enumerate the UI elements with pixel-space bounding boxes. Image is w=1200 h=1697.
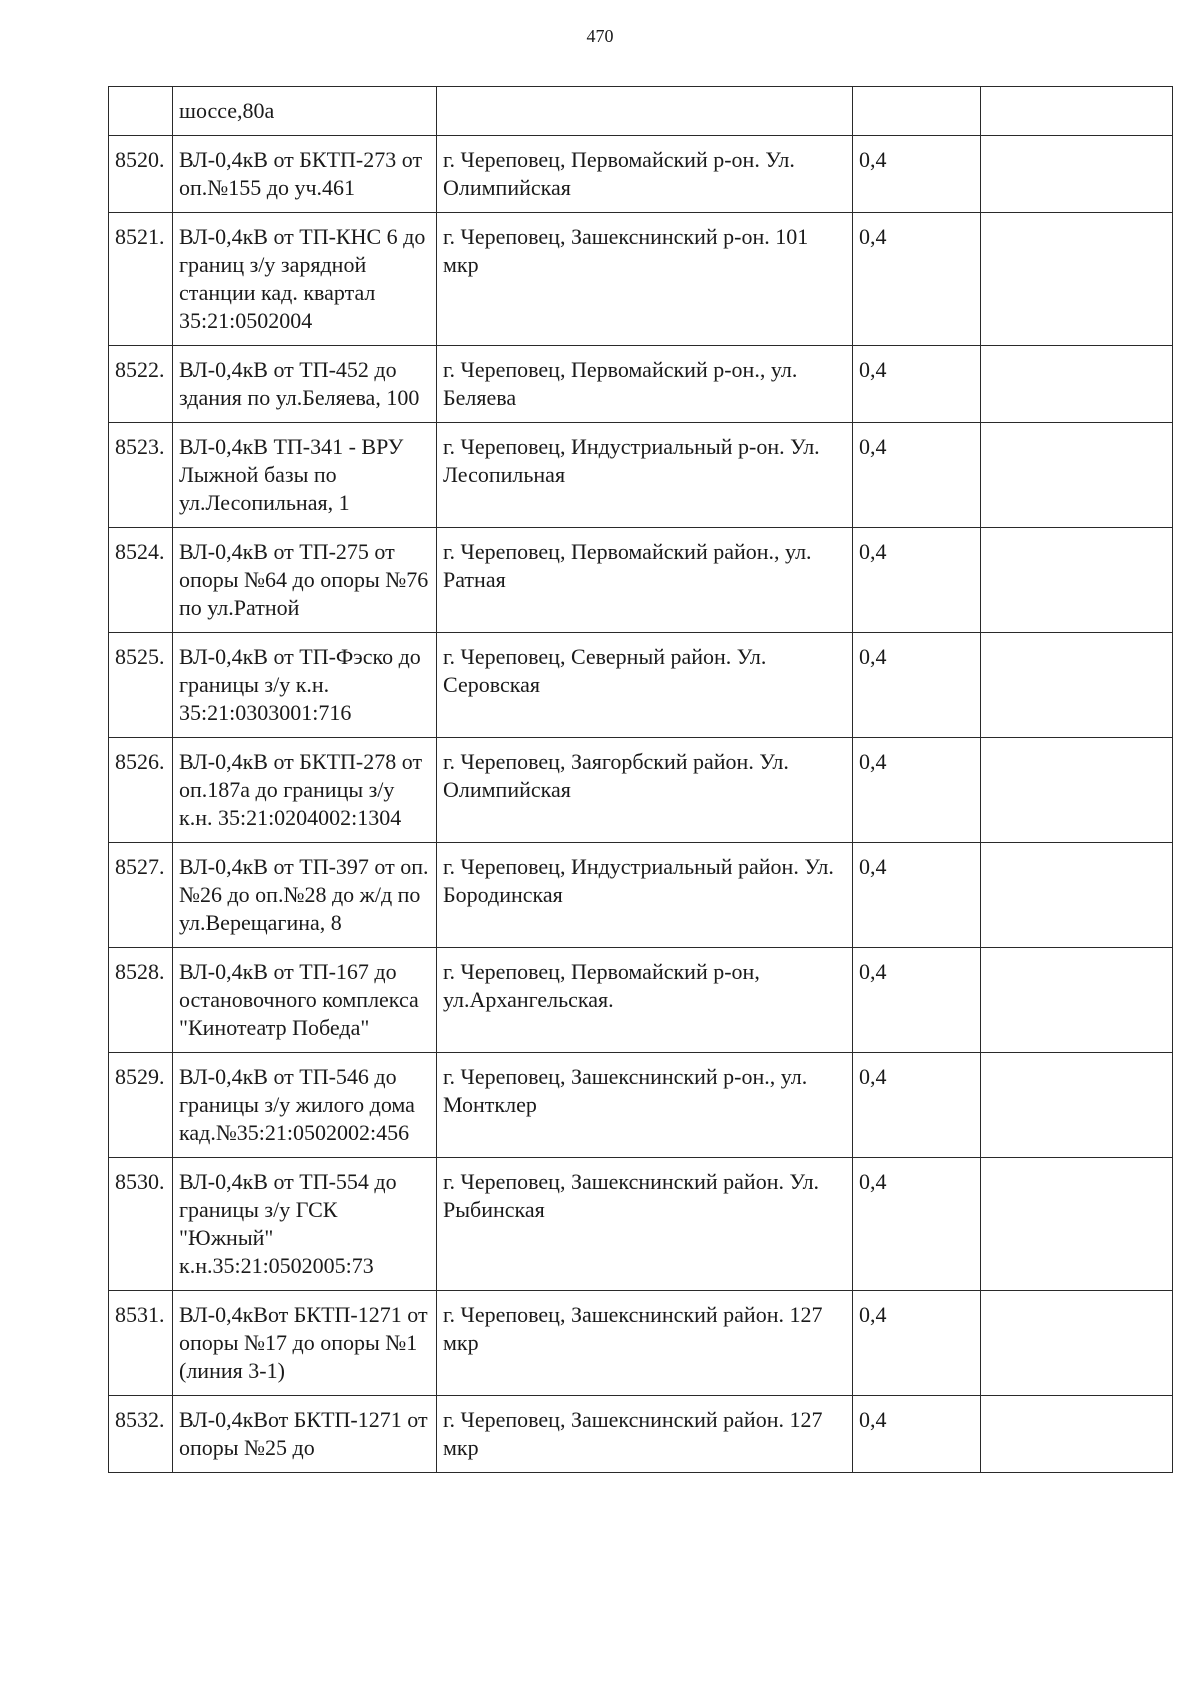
row-number: 8524. xyxy=(109,528,173,633)
line-address: г. Череповец, Северный район. Ул. Серовская xyxy=(437,633,853,738)
line-name: ВЛ-0,4кВ от ТП-554 до границы з/у ГСК "Южный" к.н.35:21:0502005:73 xyxy=(173,1158,437,1291)
page-number: 470 xyxy=(586,26,614,46)
line-name: ВЛ-0,4кВ от БКТП-273 от оп.№155 до уч.461 xyxy=(173,136,437,213)
line-voltage: 0,4 xyxy=(853,1396,981,1473)
line-address: г. Череповец, Первомайский р-он. Ул. Олимпийская xyxy=(437,136,853,213)
extra-cell xyxy=(981,948,1173,1053)
registry-table xyxy=(108,86,1173,1473)
extra-cell xyxy=(981,1158,1173,1291)
line-voltage: 0,4 xyxy=(853,1291,981,1396)
table-row xyxy=(109,528,1173,633)
line-address: г. Череповец, Зашекснинский р-он. 101 мкр xyxy=(437,213,853,346)
row-number: 8532. xyxy=(109,1396,173,1473)
line-address: г. Череповец, Индустриальный р-он. Ул. Лесопильная xyxy=(437,423,853,528)
line-name: ВЛ-0,4кВ от ТП-452 до здания по ул.Беляева, 100 xyxy=(173,346,437,423)
line-name: ВЛ-0,4кВ от ТП-167 до остановочного комплекса "Кинотеатр Победа" xyxy=(173,948,437,1053)
row-number: 8526. xyxy=(109,738,173,843)
extra-cell xyxy=(981,1053,1173,1158)
row-number: 8528. xyxy=(109,948,173,1053)
row-number: 8522. xyxy=(109,346,173,423)
extra-cell xyxy=(981,423,1173,528)
extra-cell xyxy=(981,213,1173,346)
table-row xyxy=(109,1158,1173,1291)
line-voltage: 0,4 xyxy=(853,948,981,1053)
line-address: г. Череповец, Зашекснинский район. 127 мкр xyxy=(437,1396,853,1473)
extra-cell xyxy=(981,1396,1173,1473)
table-row xyxy=(109,346,1173,423)
table-row xyxy=(109,423,1173,528)
row-number: 8520. xyxy=(109,136,173,213)
line-name: ВЛ-0,4кВ от ТП-Фэско до границы з/у к.н. 35:21:0303001:716 xyxy=(173,633,437,738)
row-number: 8529. xyxy=(109,1053,173,1158)
line-name: ВЛ-0,4кВот БКТП-1271 от опоры №17 до опоры №1 (линия 3-1) xyxy=(173,1291,437,1396)
table-row xyxy=(109,1396,1173,1473)
line-address: г. Череповец, Первомайский р-он., ул. Беляева xyxy=(437,346,853,423)
row-number: 8521. xyxy=(109,213,173,346)
extra-cell xyxy=(981,843,1173,948)
line-address: г. Череповец, Первомайский район., ул. Ратная xyxy=(437,528,853,633)
line-voltage: 0,4 xyxy=(853,213,981,346)
extra-cell xyxy=(981,87,1173,136)
line-name: ВЛ-0,4кВот БКТП-1271 от опоры №25 до xyxy=(173,1396,437,1473)
row-number: 8525. xyxy=(109,633,173,738)
line-voltage: 0,4 xyxy=(853,136,981,213)
table-row xyxy=(109,843,1173,948)
line-name: ВЛ-0,4кВ от ТП-КНС 6 до границ з/у зарядной станции кад. квартал 35:21:0502004 xyxy=(173,213,437,346)
line-voltage: 0,4 xyxy=(853,633,981,738)
line-name: ВЛ-0,4кВ от ТП-275 от опоры №64 до опоры №76 по ул.Ратной xyxy=(173,528,437,633)
line-voltage: 0,4 xyxy=(853,423,981,528)
line-name: шоссе,80а xyxy=(173,87,437,136)
extra-cell xyxy=(981,633,1173,738)
table-row xyxy=(109,1291,1173,1396)
row-number: 8523. xyxy=(109,423,173,528)
line-name: ВЛ-0,4кВ от БКТП-278 от оп.187а до границы з/у к.н. 35:21:0204002:1304 xyxy=(173,738,437,843)
line-address: г. Череповец, Зашекснинский р-он., ул. Монтклер xyxy=(437,1053,853,1158)
row-number: 8531. xyxy=(109,1291,173,1396)
table-row xyxy=(109,1053,1173,1158)
extra-cell xyxy=(981,136,1173,213)
row-number: 8530. xyxy=(109,1158,173,1291)
table-row xyxy=(109,948,1173,1053)
row-number xyxy=(109,87,173,136)
row-number: 8527. xyxy=(109,843,173,948)
line-name: ВЛ-0,4кВ ТП-341 - ВРУ Лыжной базы по ул.Лесопильная, 1 xyxy=(173,423,437,528)
extra-cell xyxy=(981,1291,1173,1396)
table-row xyxy=(109,136,1173,213)
extra-cell xyxy=(981,528,1173,633)
line-voltage: 0,4 xyxy=(853,1158,981,1291)
line-voltage: 0,4 xyxy=(853,843,981,948)
table-row xyxy=(109,633,1173,738)
line-address: г. Череповец, Зашекснинский район. Ул. Рыбинская xyxy=(437,1158,853,1291)
table-row xyxy=(109,213,1173,346)
line-name: ВЛ-0,4кВ от ТП-397 от оп.№26 до оп.№28 до ж/д по ул.Верещагина, 8 xyxy=(173,843,437,948)
line-voltage: 0,4 xyxy=(853,1053,981,1158)
line-address: г. Череповец, Первомайский р-он, ул.Архангельская. xyxy=(437,948,853,1053)
line-address xyxy=(437,87,853,136)
line-name: ВЛ-0,4кВ от ТП-546 до границы з/у жилого дома кад.№35:21:0502002:456 xyxy=(173,1053,437,1158)
line-voltage xyxy=(853,87,981,136)
extra-cell xyxy=(981,346,1173,423)
line-voltage: 0,4 xyxy=(853,738,981,843)
line-voltage: 0,4 xyxy=(853,346,981,423)
line-address: г. Череповец, Зашекснинский район. 127 мкр xyxy=(437,1291,853,1396)
table-row xyxy=(109,87,1173,136)
table-row xyxy=(109,738,1173,843)
line-voltage: 0,4 xyxy=(853,528,981,633)
extra-cell xyxy=(981,738,1173,843)
line-address: г. Череповец, Индустриальный район. Ул. Бородинская xyxy=(437,843,853,948)
line-address: г. Череповец, Заягорбский район. Ул. Олимпийская xyxy=(437,738,853,843)
